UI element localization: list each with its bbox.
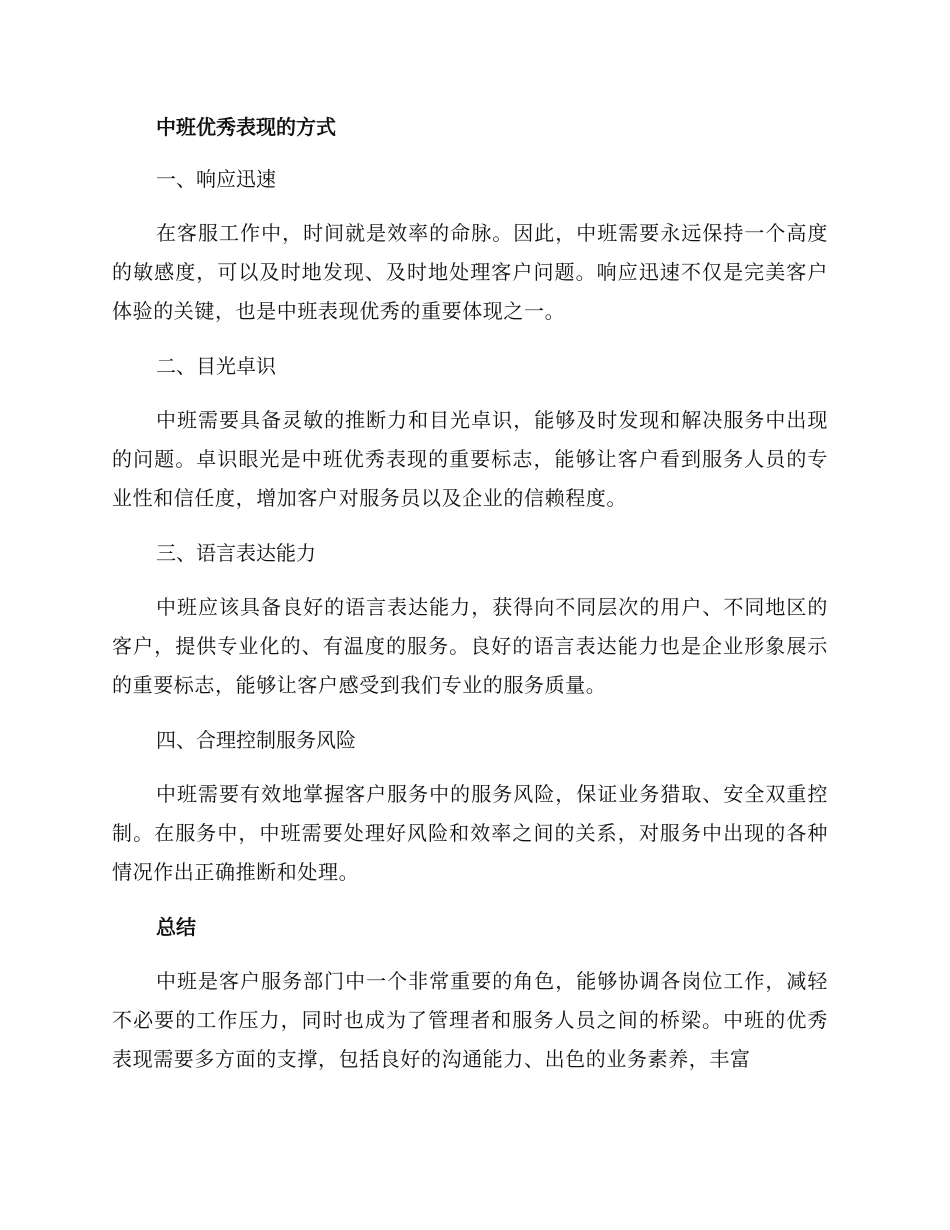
section-paragraph-3: 中班应该具备良好的语言表达能力，获得向不同层次的用户、不同地区的客户，提供专业化的、有温度的服务。良好的语言表达能力也是企业形象展示的重要标志，能够让客户感受到我们专业的服务质量。 — [112, 595, 828, 697]
section-heading-1: 一、响应迅速 — [156, 167, 276, 191]
summary-heading: 总结 — [156, 915, 196, 939]
document-title: 中班优秀表现的方式 — [156, 115, 336, 139]
section-paragraph-4: 中班需要有效地掌握客户服务中的服务风险，保证业务猎取、安全双重控制。在服务中，中班需要处理好风险和效率之间的关系，对服务中出现的各种情况作出正确推断和处理。 — [112, 782, 828, 884]
section-paragraph-1: 在客服工作中，时间就是效率的命脉。因此，中班需要永远保持一个高度的敏感度，可以及时地发现、及时地处理客户问题。响应迅速不仅是完美客户体验的关键，也是中班表现优秀的重要体现之一。 — [112, 221, 828, 323]
section-heading-4: 四、合理控制服务风险 — [156, 728, 356, 752]
document-body — [112, 112, 828, 1099]
section-heading-2: 二、目光卓识 — [156, 354, 276, 378]
summary-paragraph: 中班是客户服务部门中一个非常重要的角色，能够协调各岗位工作，减轻不必要的工作压力，同时也成为了管理者和服务人员之间的桥梁。中班的优秀表现需要多方面的支撑，包括良好的沟通能力、出色的业务素养，丰富 — [112, 969, 828, 1071]
section-paragraph-2: 中班需要具备灵敏的推断力和目光卓识，能够及时发现和解决服务中出现的问题。卓识眼光是中班优秀表现的重要标志，能够让客户看到服务人员的专业性和信任度，增加客户对服务员以及企业的信赖程度。 — [112, 408, 828, 510]
section-heading-3: 三、语言表达能力 — [156, 541, 316, 565]
